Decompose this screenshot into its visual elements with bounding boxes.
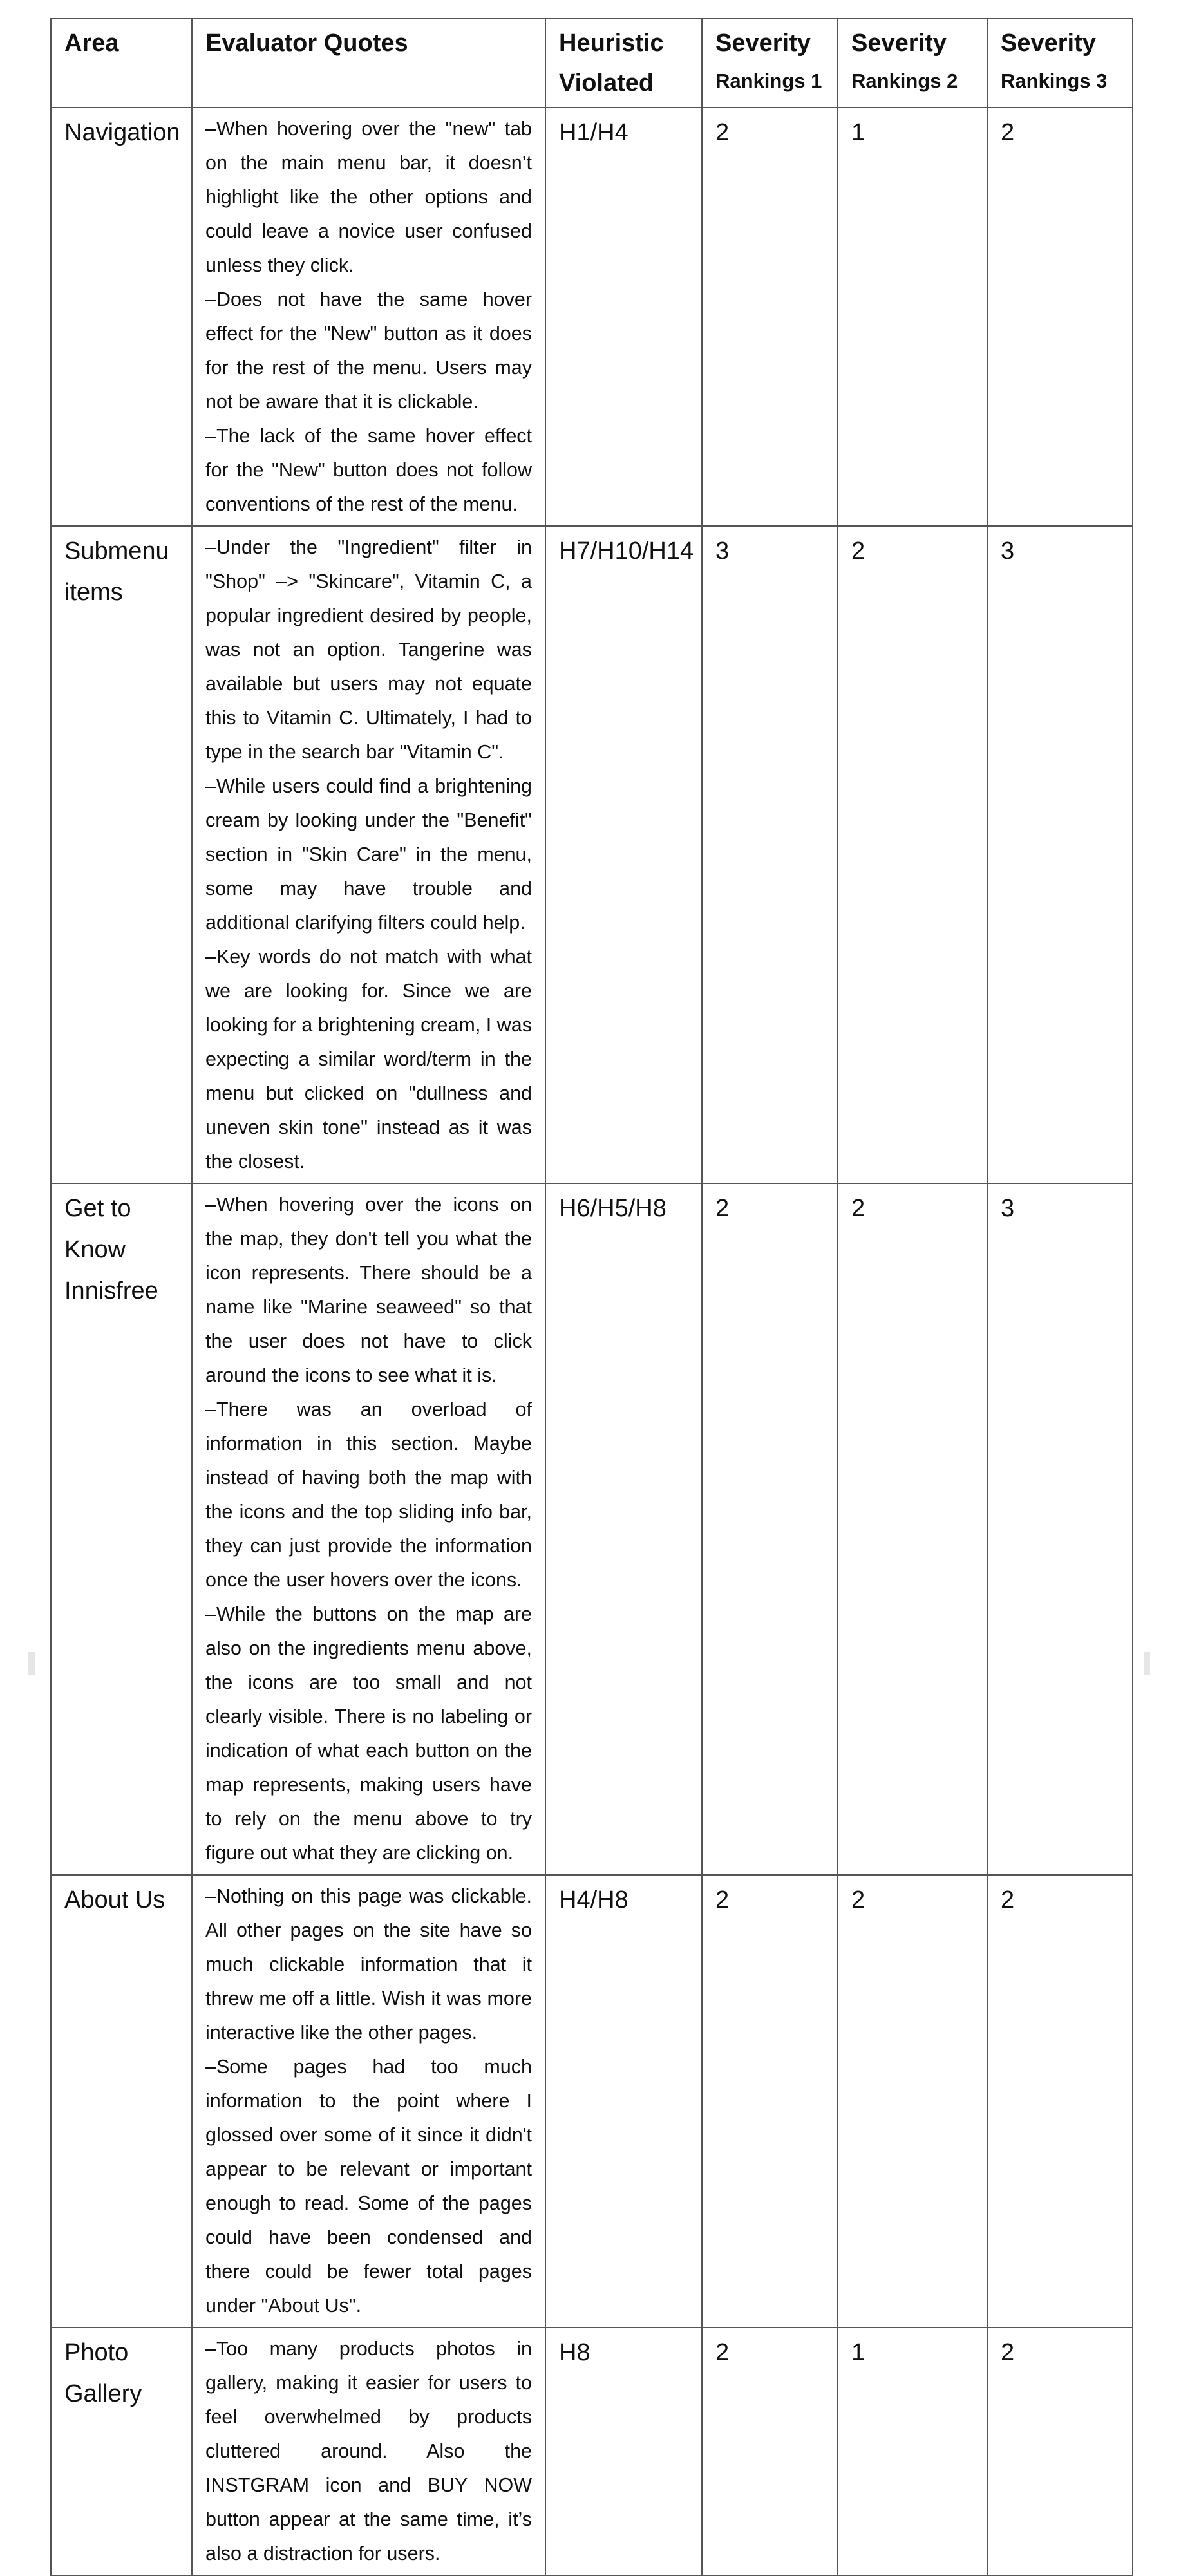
area-cell: Photo Gallery <box>51 2327 192 2575</box>
header-severity-3-sub: Rankings 3 <box>1001 70 1108 92</box>
quote: –Under the "Ingredient" filter in "Shop" –> "Skincare", Vitamin C, a popular ingredient desired by people, was not an option. Tangerine was available but users may not equate this to Vitamin C. Ultimately, I had to type in the search bar "Vitamin C". <box>205 536 532 763</box>
severity-3-cell: 2 <box>987 1875 1133 2327</box>
header-severity-1-title: Severity <box>715 30 811 57</box>
header-severity-3 <box>987 19 1133 108</box>
area-cell: Submenu items <box>51 526 192 1183</box>
quote: –Nothing on this page was clickable. All other pages on the site have so much clickable information that it threw me off a little. Wish it was more interactive like the other pages. <box>205 1885 532 2044</box>
quotes-cell <box>192 2327 545 2575</box>
severity-2-cell: 2 <box>838 526 987 1183</box>
quotes-cell <box>192 1875 545 2327</box>
heuristic-cell: H6/H5/H8 <box>545 1183 702 1875</box>
quote: –When hovering over the "new" tab on the main menu bar, it doesn’t highlight like the other options and could leave a novice user confused unless they click. <box>205 118 532 276</box>
table-row <box>51 2327 1133 2575</box>
quote: –Some pages had too much information to the point where I glossed over some of it since it didn't appear to be relevant or important enough to read. Some of the pages could have been condensed and there could be fewer total pages under "About Us". <box>205 2056 532 2317</box>
header-quotes: Evaluator Quotes <box>192 19 545 108</box>
header-severity-1 <box>702 19 838 108</box>
severity-2-cell: 1 <box>838 108 987 526</box>
header-row <box>51 19 1133 108</box>
area-cell: Get to Know Innisfree <box>51 1183 192 1875</box>
quotes-cell <box>192 108 545 526</box>
header-heuristic: Heuristic Violated <box>545 19 702 108</box>
table-row <box>51 526 1133 1183</box>
severity-3-cell: 3 <box>987 526 1133 1183</box>
header-severity-2-sub: Rankings 2 <box>851 70 958 92</box>
quote: –While users could find a brightening cream by looking under the "Benefit" section in "Skin Care" in the menu, some may have trouble and additional clarifying filters could help. <box>205 775 532 934</box>
severity-1-cell: 2 <box>702 1183 838 1875</box>
severity-1-cell: 3 <box>702 526 838 1183</box>
quote: –There was an overload of information in this section. Maybe instead of having both the map with the icons and the top sliding info bar, they can just provide the information once the user hovers over the icons. <box>205 1398 532 1591</box>
severity-1-cell: 2 <box>702 108 838 526</box>
evaluation-table <box>50 18 1133 2576</box>
right-edge-mark <box>1144 1652 1150 1675</box>
severity-3-cell: 2 <box>987 108 1133 526</box>
quote: –Key words do not match with what we are looking for. Since we are looking for a brightening cream, I was expecting a similar word/term in the menu but clicked on "dullness and uneven skin tone" instead as it was the closest. <box>205 946 532 1172</box>
header-severity-1-sub: Rankings 1 <box>715 70 822 92</box>
quote: –Too many products photos in gallery, making it easier for users to feel overwhelmed by products cluttered around. Also the INSTGRAM icon and BUY NOW button appear at the same time, it’s also a distraction for users. <box>205 2338 532 2564</box>
header-severity-3-title: Severity <box>1001 30 1096 57</box>
quote: –The lack of the same hover effect for the "New" button does not follow conventions of the rest of the menu. <box>205 425 532 515</box>
severity-3-cell: 3 <box>987 1183 1133 1875</box>
table-row <box>51 1875 1133 2327</box>
header-severity-2-title: Severity <box>851 30 947 57</box>
quote: –While the buttons on the map are also on the ingredients menu above, the icons are too small and not clearly visible. There is no labeling or indication of what each button on the map represents, making users have to rely on the menu above to try figure out what they are clicking on. <box>205 1603 532 1864</box>
header-area: Area <box>51 19 192 108</box>
severity-1-cell: 2 <box>702 1875 838 2327</box>
heuristic-cell: H7/H10/H14 <box>545 526 702 1183</box>
heuristic-cell: H1/H4 <box>545 108 702 526</box>
left-edge-mark <box>28 1652 35 1675</box>
quote: –Does not have the same hover effect for the "New" button as it does for the rest of the menu. Users may not be aware that it is clickable. <box>205 288 532 413</box>
quotes-cell <box>192 1183 545 1875</box>
heuristic-cell: H8 <box>545 2327 702 2575</box>
quotes-cell <box>192 526 545 1183</box>
quote: –When hovering over the icons on the map, they don't tell you what the icon represents. There should be a name like "Marine seaweed" so that the user does not have to click around the icons to see what it is. <box>205 1194 532 1386</box>
header-severity-2 <box>838 19 987 108</box>
area-cell: Navigation <box>51 108 192 526</box>
heuristic-cell: H4/H8 <box>545 1875 702 2327</box>
severity-3-cell: 2 <box>987 2327 1133 2575</box>
table-row <box>51 108 1133 526</box>
severity-2-cell: 1 <box>838 2327 987 2575</box>
table-row <box>51 1183 1133 1875</box>
severity-1-cell: 2 <box>702 2327 838 2575</box>
area-cell: About Us <box>51 1875 192 2327</box>
severity-2-cell: 2 <box>838 1875 987 2327</box>
severity-2-cell: 2 <box>838 1183 987 1875</box>
